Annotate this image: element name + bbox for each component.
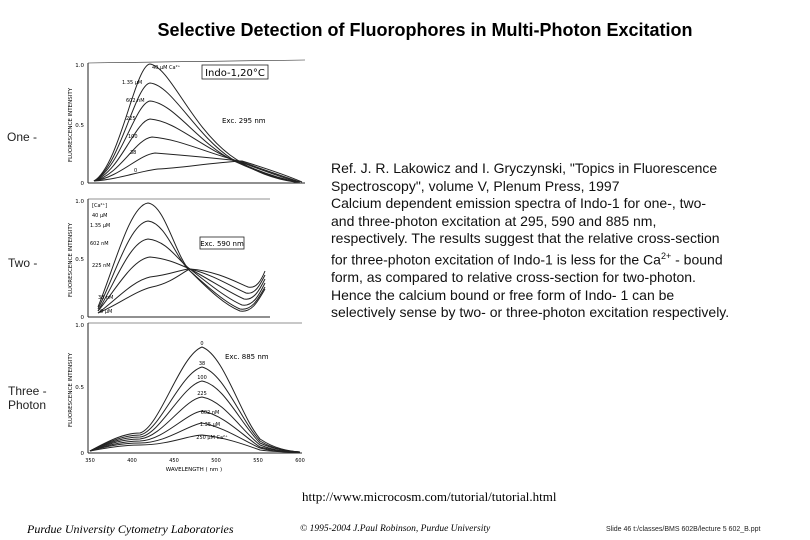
row-label-three-line1: Three - <box>8 384 47 398</box>
panel2-curve-label-ca: [Ca²⁺] <box>92 203 108 209</box>
panel1-ytick-1.0: 1.0 <box>75 63 84 69</box>
panel2-curve-40uM <box>98 203 265 311</box>
panel1-curve-225 <box>94 119 298 182</box>
panel3-exc-label: Exc. 885 nm <box>225 353 269 361</box>
source-url-link[interactable]: http://www.microcosm.com/tutorial/tutorial.html <box>302 489 557 504</box>
row-label-one-photon: One - <box>7 130 38 144</box>
panel3-ytick-0: 0 <box>80 451 84 457</box>
panel2-ytick-0: 0 <box>80 315 84 321</box>
panel3-curve-label-250uM: 250 µM Ca²⁺ <box>196 435 228 441</box>
reference-paragraph <box>331 160 801 322</box>
reference-line-2: Spectroscopy", volume V, Plenum Press, 1997 <box>331 177 620 194</box>
panel3-xtick-400: 400 <box>127 458 137 464</box>
reference-line-5: respectively. The results suggest that the relative cross-section <box>331 230 720 247</box>
panel2-y-axis-label: FLUORESCENCE INTENSITY <box>68 222 74 298</box>
panel2-curve-label-225nM: 225 nM <box>92 263 111 269</box>
panel3-curve-label-100: 100 <box>197 375 207 381</box>
footer-slide-path: Slide 46 t:/classes/BMS 602B/lecture 5 602_B.ppt <box>606 526 761 533</box>
row-label-three-photon <box>8 384 47 412</box>
reference-line-9: selectively sense by two- or three-photon excitation respectively. <box>331 304 730 321</box>
footer-lab-name: Purdue University Cytometry Laboratories <box>27 522 234 536</box>
reference-line-6-tail: - bound <box>671 251 723 268</box>
panel2-curve-0uM <box>98 269 265 313</box>
panel1-curve-38 <box>94 153 300 182</box>
calcium-superscript: 2+ <box>660 250 672 261</box>
reference-line-6-text: for three-photon excitation of Indo-1 is less for the Ca <box>331 251 661 268</box>
panel1-curve-label-225: 225 <box>126 116 136 122</box>
panel3-curve-label-225: 225 <box>197 391 207 397</box>
reference-line-7: form, as compared to relative cross-section for two-photon. <box>331 269 696 286</box>
footer-copyright: © 1995-2004 J.Paul Robinson, Purdue University <box>300 524 491 534</box>
emission-spectra-figure <box>60 55 310 475</box>
reference-line-6 <box>331 248 801 269</box>
panel2-ytick-0.5: 0.5 <box>75 257 84 263</box>
panel2-curve-label-40uM: 40 µM <box>92 213 108 219</box>
panel1-curve-0 <box>94 161 302 182</box>
panel3-curve-label-1.35uM: 1.35 µM <box>199 422 221 428</box>
page-title: Selective Detection of Fluorophores in Multi-Photon Excitation <box>157 20 693 40</box>
panel3-curve-label-0: 0 <box>200 341 204 347</box>
panel3-xtick-350: 350 <box>85 458 95 464</box>
panel3-y-axis-label: FLUORESCENCE INTENSITY <box>68 352 74 428</box>
panel3-curve-label-602nM: 602 nM <box>200 410 220 416</box>
reference-line-3: Calcium dependent emission spectra of Indo-1 for one-, two- <box>331 195 707 212</box>
row-label-three-line2: Photon <box>8 398 47 412</box>
panel1-curve-label-38: 38 <box>130 150 137 156</box>
panel1-curve-label-100: 100 <box>128 134 138 140</box>
panel3-curve-label-38: 38 <box>198 361 206 367</box>
panel2-curve-38nM <box>98 269 265 313</box>
panel3-ytick-0.5: 0.5 <box>75 385 84 391</box>
panel1-curve-label-0: 0 <box>134 168 138 174</box>
panel3-x-axis-label: WAVELENGTH ( nm ) <box>165 467 223 473</box>
row-label-two-photon: Two - <box>8 256 38 270</box>
panel1-y-axis-label: FLUORESCENCE INTENSITY <box>68 87 74 163</box>
panel2-curve-label-1.35uM: 1.35 µM <box>90 223 111 229</box>
panel3-xtick-450: 450 <box>169 458 179 464</box>
panel1-ytick-0.5: 0.5 <box>75 123 84 129</box>
panel3-xtick-600: 600 <box>295 458 305 464</box>
reference-line-1: Ref. J. R. Lakowicz and I. Gryczynski, "Topics in Fluorescence <box>331 160 718 176</box>
panel1-curve-label-40uM: 40 µM Ca²⁺ <box>152 65 181 71</box>
panel1-box-label: Indo-1,20°C <box>205 68 265 79</box>
panel2-curve-label-0uM: 0 µM <box>100 309 113 315</box>
panel2-ytick-1.0: 1.0 <box>75 199 84 205</box>
panel3-xtick-550: 550 <box>253 458 263 464</box>
panel2-curve-label-38nM: 38 nM <box>98 295 114 301</box>
panel3-xtick-500: 500 <box>211 458 221 464</box>
panel1-curve-602nM <box>94 101 297 182</box>
panel1-ytick-0: 0 <box>80 181 84 187</box>
panel2-curve-label-602nM: 602 nM <box>90 241 109 247</box>
panel1-top-border <box>88 60 305 63</box>
panel1-curve-label-602nM: 602 nM <box>126 98 145 104</box>
panel1-curve-label-1.35uM: 1.35 µM <box>122 80 143 86</box>
reference-line-4: and three-photon excitation at 295, 590 and 885 nm, <box>331 212 657 229</box>
reference-line-8: Hence the calcium bound or free form of Indo- 1 can be <box>331 286 675 303</box>
panel2-exc-label: Exc. 590 nm <box>200 240 244 248</box>
panel1-exc-label: Exc. 295 nm <box>222 117 266 125</box>
panel3-ytick-1.0: 1.0 <box>75 323 84 329</box>
